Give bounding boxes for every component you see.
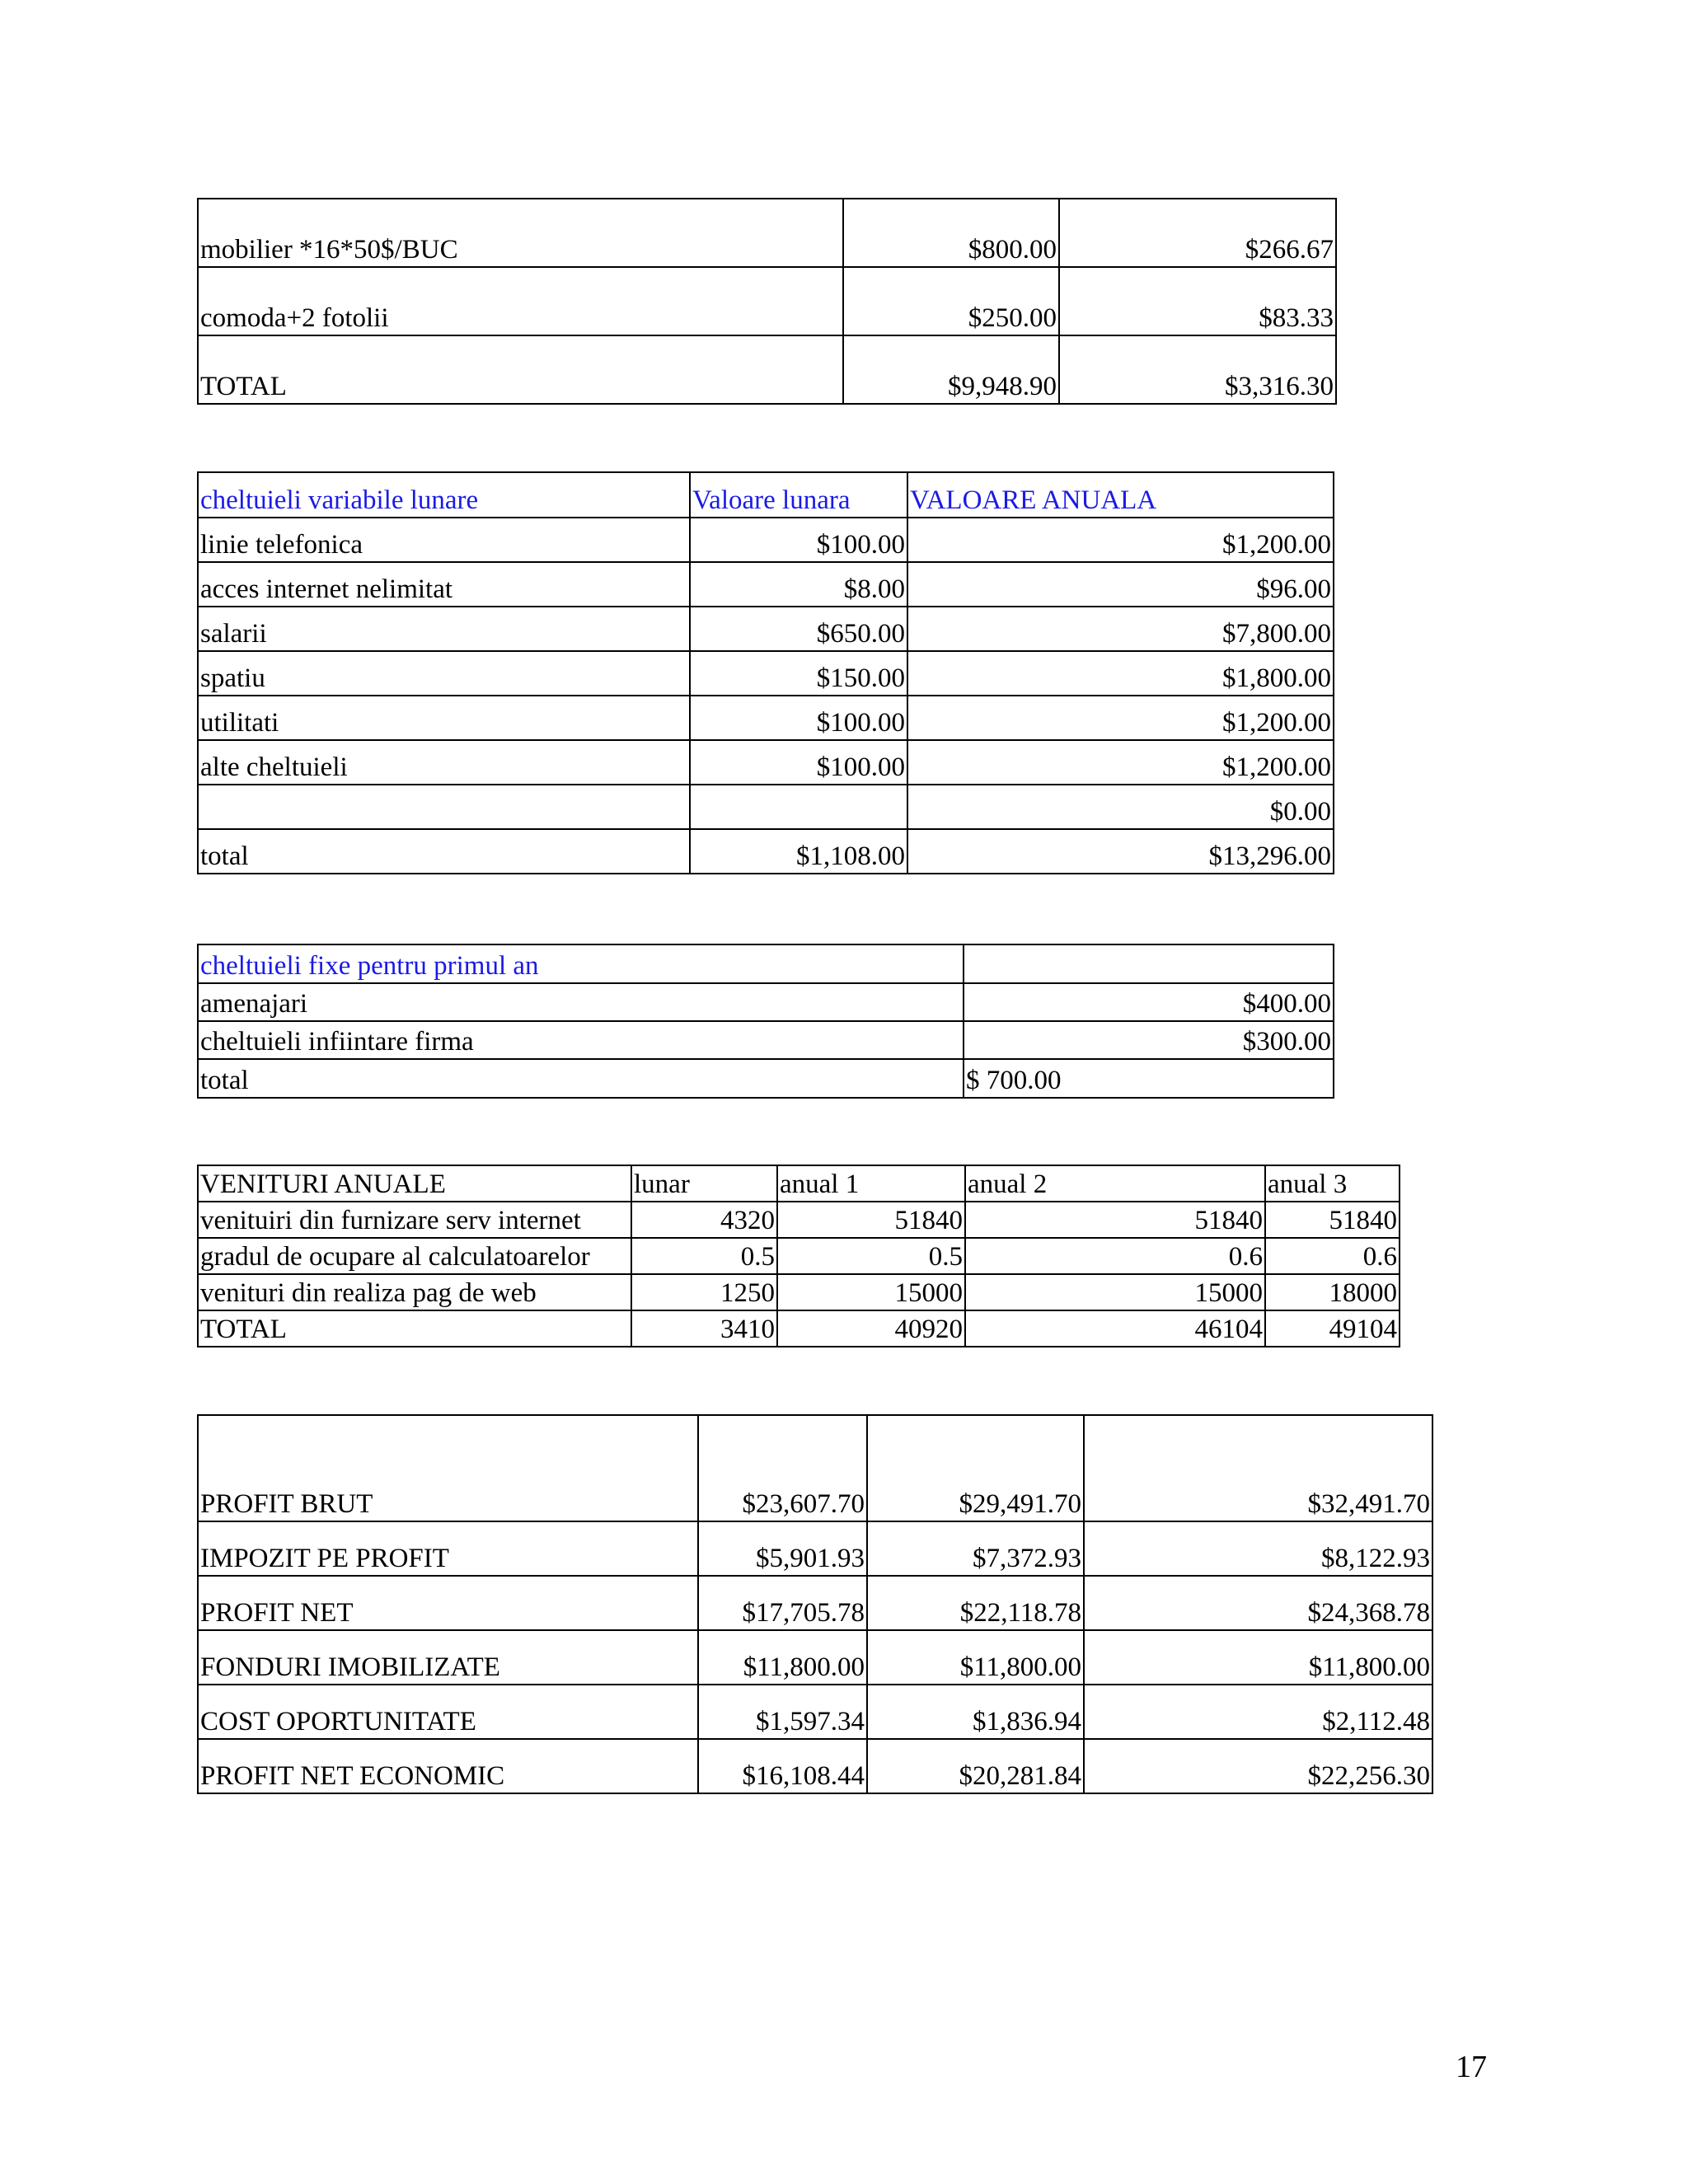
cell: $11,800.00 [1084,1630,1432,1685]
cell: $20,281.84 [867,1739,1084,1793]
cell: $1,200.00 [907,696,1334,740]
cell: PROFIT NET ECONOMIC [198,1739,698,1793]
table-header-row [198,1165,1400,1202]
cell: 0.5 [631,1238,777,1274]
cell: 46104 [965,1310,1265,1347]
cell: $100.00 [690,696,907,740]
annual-revenue-table [197,1165,1400,1347]
table-row [198,696,1334,740]
table-row [198,1415,1432,1521]
table-row [198,785,1334,829]
cell: linie telefonica [198,518,690,562]
cell: 51840 [1265,1202,1400,1238]
cell: $100.00 [690,518,907,562]
cell: $3,316.30 [1059,335,1336,404]
cell: venituri din realiza pag de web [198,1274,631,1310]
variable-costs-table [197,471,1334,874]
cell: 3410 [631,1310,777,1347]
cell: 40920 [777,1310,965,1347]
cell: 51840 [777,1202,965,1238]
cell: 1250 [631,1274,777,1310]
cell: utilitati [198,696,690,740]
page-number: 17 [1456,2050,1487,2084]
header-cell: cheltuieli variabile lunare [198,472,690,518]
cell: acces internet nelimitat [198,562,690,607]
cell: $17,705.78 [698,1576,867,1630]
table-row [198,1521,1432,1576]
cell: $5,901.93 [698,1521,867,1576]
table-row [198,518,1334,562]
cell: 18000 [1265,1274,1400,1310]
table-row [198,983,1334,1021]
cell: $1,200.00 [907,518,1334,562]
cell: $0.00 [907,785,1334,829]
cell: $100.00 [690,740,907,785]
table-row [198,1202,1400,1238]
cell: $22,256.30 [1084,1739,1432,1793]
table-row [198,607,1334,651]
header-cell: VALOARE ANUALA [907,472,1334,518]
table-row [198,1576,1432,1630]
cell: $24,368.78 [1084,1576,1432,1630]
cell: $83.33 [1059,267,1336,335]
table-row [198,1685,1432,1739]
cell: mobilier *16*50$/BUC [198,199,843,267]
cell: $11,800.00 [867,1630,1084,1685]
table-row [198,1238,1400,1274]
table-row [198,1021,1334,1059]
table-row [198,562,1334,607]
cell: venituiri din furnizare serv internet [198,1202,631,1238]
cell: $9,948.90 [843,335,1059,404]
cell: TOTAL [198,1310,631,1347]
cell: TOTAL [198,335,843,404]
cell: IMPOZIT PE PROFIT [198,1521,698,1576]
cell: $8.00 [690,562,907,607]
cell: $ 700.00 [964,1059,1334,1098]
table-row [198,1739,1432,1793]
cell: $650.00 [690,607,907,651]
cell: PROFIT NET [198,1576,698,1630]
cell: $13,296.00 [907,829,1334,874]
header-cell: VENITURI ANUALE [198,1165,631,1202]
table-row [198,1310,1400,1347]
cell: $1,836.94 [867,1685,1084,1739]
cell: 49104 [1265,1310,1400,1347]
cell: amenajari [198,983,964,1021]
cell: $1,200.00 [907,740,1334,785]
cell: 0.6 [965,1238,1265,1274]
cell: comoda+2 fotolii [198,267,843,335]
cell: $1,800.00 [907,651,1334,696]
fixed-costs-table [197,944,1334,1099]
header-cell: cheltuieli fixe pentru primul an [198,944,964,983]
cell: total [198,1059,964,1098]
cell: gradul de ocupare al calculatoarelor [198,1238,631,1274]
cell [690,785,907,829]
table-row [198,1630,1432,1685]
cell: $22,118.78 [867,1576,1084,1630]
table-row [198,1059,1334,1098]
cell: cheltuieli infiintare firma [198,1021,964,1059]
cell: $7,800.00 [907,607,1334,651]
cell: $2,112.48 [1084,1685,1432,1739]
cell: $400.00 [964,983,1334,1021]
profit-table [197,1414,1433,1794]
cell: $11,800.00 [698,1630,867,1685]
table-row [198,199,1336,267]
cell: $1,597.34 [698,1685,867,1739]
cell: $300.00 [964,1021,1334,1059]
cell: alte cheltuieli [198,740,690,785]
cell [198,785,690,829]
cell: $150.00 [690,651,907,696]
table-header-row [198,944,1334,983]
table-row [198,651,1334,696]
header-cell: Valoare lunara [690,472,907,518]
table-row [198,335,1336,404]
header-cell [964,944,1334,983]
table-row [198,740,1334,785]
cell: $8,122.93 [1084,1521,1432,1576]
header-cell: anual 3 [1265,1165,1400,1202]
cell: $250.00 [843,267,1059,335]
cell: $1,108.00 [690,829,907,874]
cell: 15000 [777,1274,965,1310]
table-row [198,1274,1400,1310]
cell: 0.5 [777,1238,965,1274]
cell: 4320 [631,1202,777,1238]
cell: spatiu [198,651,690,696]
header-cell: anual 1 [777,1165,965,1202]
cell: 15000 [965,1274,1265,1310]
cell: salarii [198,607,690,651]
cell: COST OPORTUNITATE [198,1685,698,1739]
header-cell: lunar [631,1165,777,1202]
cell: $266.67 [1059,199,1336,267]
cell: PROFIT BRUT [198,1415,698,1521]
cell: FONDURI IMOBILIZATE [198,1630,698,1685]
cell: $7,372.93 [867,1521,1084,1576]
table-row [198,267,1336,335]
header-cell: anual 2 [965,1165,1265,1202]
cell: $16,108.44 [698,1739,867,1793]
cell: $800.00 [843,199,1059,267]
cell: 51840 [965,1202,1265,1238]
cell: total [198,829,690,874]
cell: $32,491.70 [1084,1415,1432,1521]
cell: $96.00 [907,562,1334,607]
cell: $23,607.70 [698,1415,867,1521]
table-header-row [198,472,1334,518]
cell: $29,491.70 [867,1415,1084,1521]
table-row [198,829,1334,874]
cell: 0.6 [1265,1238,1400,1274]
equipment-cost-table [197,198,1337,405]
